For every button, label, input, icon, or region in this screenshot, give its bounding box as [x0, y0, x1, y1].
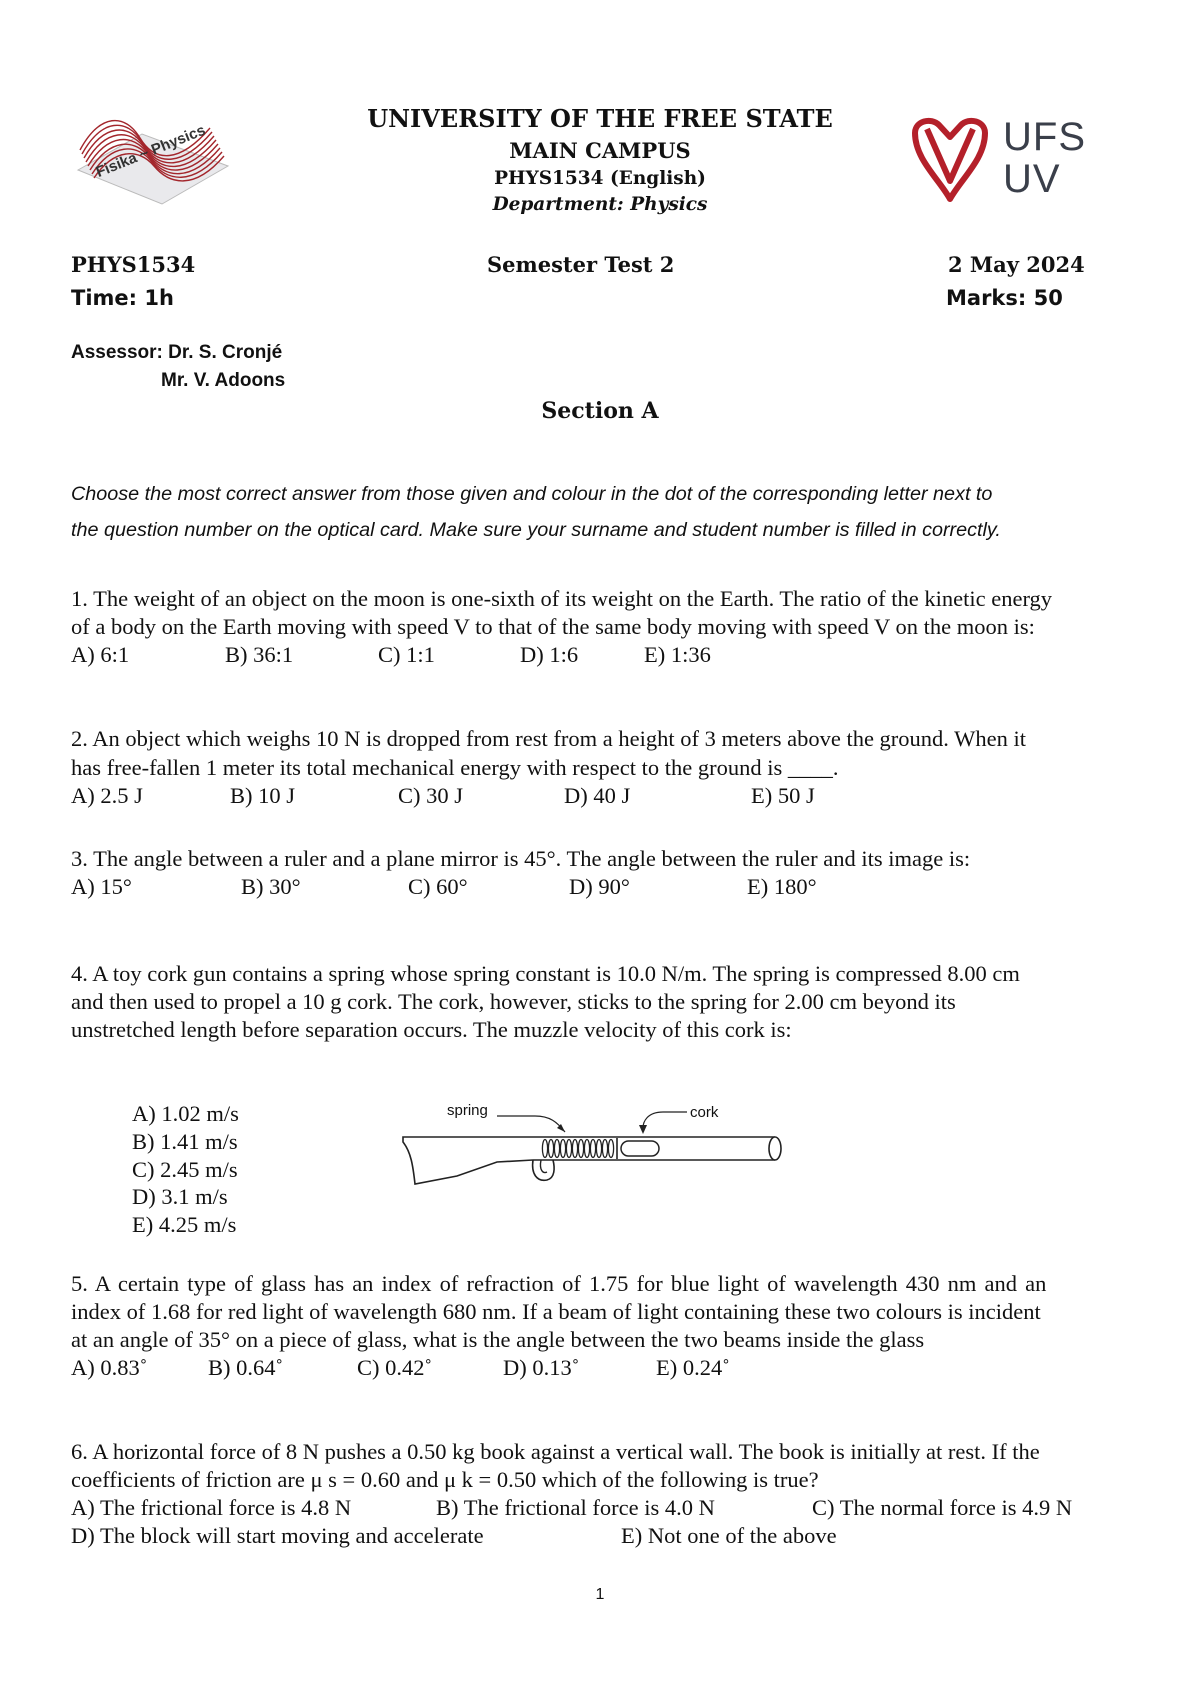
q3-option-a: A) 15°: [71, 874, 132, 899]
q6-option-e: E) Not one of the above: [621, 1523, 837, 1548]
cork-gun-figure: [385, 1090, 785, 1200]
instructions-line-1: Choose the most correct answer from those given and colour in the dot of the corresponding letter next to: [71, 483, 993, 505]
q5-line-1: 5. A certain type of glass has an index of refraction of 1.75 for blue light of wavelength 430 nm and an: [71, 1271, 1047, 1296]
q1-option-d: D) 1:6: [520, 642, 579, 667]
q1-option-c: C) 1:1: [378, 642, 435, 667]
q5-line-2: index of 1.68 for red light of wavelength 680 nm. If a beam of light containing these two colours is incident: [71, 1299, 1041, 1324]
cork-gun-diagram: [385, 1090, 785, 1200]
q3-option-b: B) 30°: [241, 874, 301, 899]
q4-option-a: A) 1.02 m/s: [132, 1101, 239, 1126]
test-date: 2 May 2024: [948, 252, 1085, 277]
q3-line-1: 3. The angle between a ruler and a plane mirror is 45°. The angle between the ruler and its image is:: [71, 846, 971, 871]
q6-option-b: B) The frictional force is 4.0 N: [436, 1495, 715, 1520]
course-code: PHYS1534: [71, 252, 196, 277]
q3-option-d: D) 90°: [569, 874, 630, 899]
page-number: 1: [595, 1586, 605, 1603]
test-time: Time: 1h: [71, 286, 174, 310]
course-language: PHYS1534 (English): [494, 168, 706, 189]
q6-option-d: D) The block will start moving and accelerate: [71, 1523, 484, 1548]
assessor-line: Assessor: Dr. S. Cronjé: [71, 342, 283, 363]
q5-line-3: at an angle of 35° on a piece of glass, what is the angle between the two beams inside the glass: [71, 1327, 925, 1352]
spring-label: spring: [447, 1102, 488, 1119]
q6-line-2: coefficients of friction are μ s = 0.60 and μ k = 0.50 which of the following is true?: [71, 1467, 819, 1492]
q1-line-2: of a body on the Earth moving with speed V to that of the same body moving with speed V on the moon is:: [71, 614, 1035, 639]
q4-option-e: E) 4.25 m/s: [132, 1212, 237, 1237]
ufs-logo-text-bottom: UV: [1003, 157, 1061, 201]
q2-option-b: B) 10 J: [230, 783, 296, 808]
q2-line-1: 2. An object which weighs 10 N is dropped from rest from a height of 3 meters above the ground. When it: [71, 726, 1026, 751]
physics-logo-text: Fisika ~ Physics: [93, 121, 208, 181]
instructions-line-2: the question number on the optical card. Make sure your surname and student number is filled in correctly.: [71, 519, 1001, 541]
q3-option-e: E) 180°: [747, 874, 817, 899]
q4-line-3: unstretched length before separation occurs. The muzzle velocity of this cork is:: [71, 1017, 792, 1042]
q1-option-e: E) 1:36: [644, 642, 711, 667]
q5-option-e: E) 0.24˚: [656, 1355, 730, 1380]
department: Department: Physics: [492, 194, 708, 215]
q4-option-c: C) 2.45 m/s: [132, 1157, 238, 1182]
q1-option-a: A) 6:1: [71, 642, 130, 667]
test-marks: Marks: 50: [946, 286, 1063, 310]
q6-line-1: 6. A horizontal force of 8 N pushes a 0.50 kg book against a vertical wall. The book is initially at rest. If the: [71, 1439, 1040, 1464]
q1-option-b: B) 36:1: [225, 642, 294, 667]
q5-option-b: B) 0.64˚: [208, 1355, 283, 1380]
q4-line-1: 4. A toy cork gun contains a spring whose spring constant is 10.0 N/m. The spring is compressed 8.00 cm: [71, 961, 1020, 986]
campus-title: MAIN CAMPUS: [509, 138, 691, 163]
ufs-logo-text-top: UFS: [1003, 115, 1086, 159]
university-title: UNIVERSITY OF THE FREE STATE: [367, 104, 833, 133]
assessor-second: Mr. V. Adoons: [161, 370, 286, 391]
test-name: Semester Test 2: [487, 252, 675, 277]
q2-option-d: D) 40 J: [564, 783, 631, 808]
q1-line-1: 1. The weight of an object on the moon is one-sixth of its weight on the Earth. The ratio of the kinetic energy: [71, 586, 1053, 611]
q2-line-2: has free-fallen 1 meter its total mechanical energy with respect to the ground is ____.: [71, 755, 839, 780]
q2-option-e: E) 50 J: [751, 783, 815, 808]
q4-line-2: and then used to propel a 10 g cork. The cork, however, sticks to the spring for 2.00 cm beyond its: [71, 989, 956, 1014]
q5-option-d: D) 0.13˚: [503, 1355, 580, 1380]
q2-option-c: C) 30 J: [398, 783, 464, 808]
q6-option-a: A) The frictional force is 4.8 N: [71, 1495, 352, 1520]
q4-option-d: D) 3.1 m/s: [132, 1184, 228, 1209]
q5-option-a: A) 0.83˚: [71, 1355, 148, 1380]
q4-option-b: B) 1.41 m/s: [132, 1129, 238, 1154]
section-title: Section A: [541, 398, 659, 424]
cork-label: cork: [690, 1104, 719, 1121]
q2-option-a: A) 2.5 J: [71, 783, 143, 808]
q3-option-c: C) 60°: [408, 874, 468, 899]
q6-option-c: C) The normal force is 4.9 N: [812, 1495, 1073, 1520]
q5-option-c: C) 0.42˚: [357, 1355, 432, 1380]
